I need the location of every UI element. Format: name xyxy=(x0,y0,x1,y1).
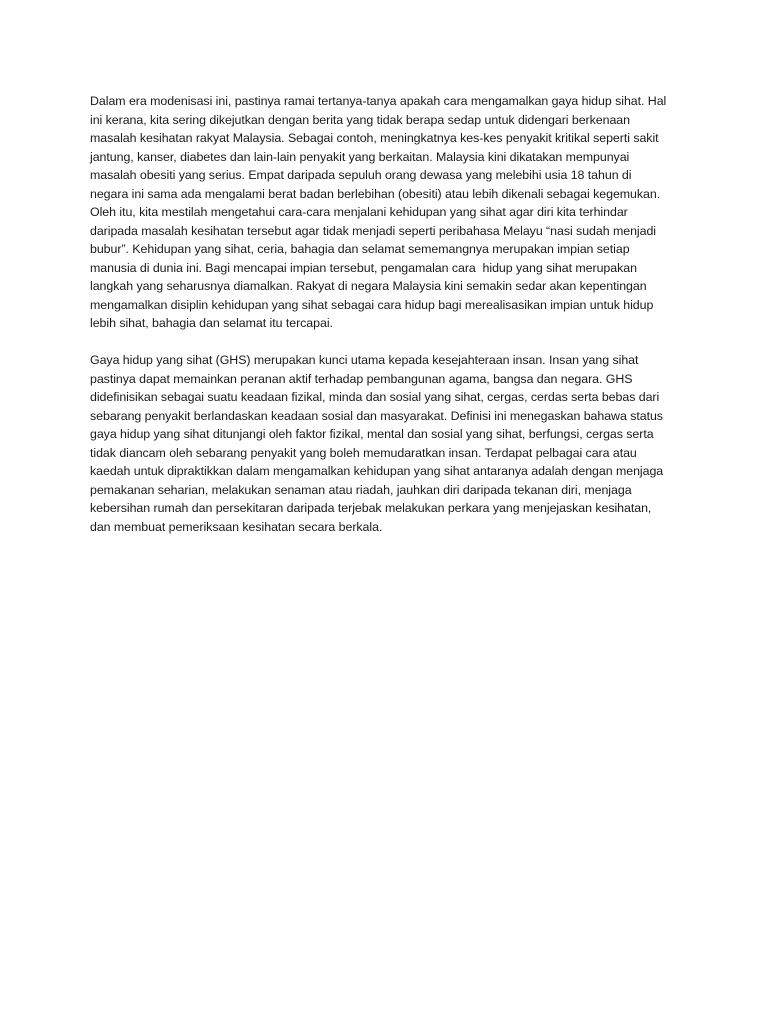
paragraph-line: masalah obesiti yang serius. Empat daripada sepuluh orang dewasa yang melebihi usia 18 tahun di xyxy=(90,168,632,182)
paragraph-line: sebarang penyakit berlandaskan keadaan sosial dan masyarakat. Definisi ini menegaskan bahawa status xyxy=(90,408,663,423)
paragraph-line: kebersihan rumah dan persekitaran daripada terjebak melakukan perkara yang menjejaskan kesihatan, xyxy=(90,501,652,515)
paragraph-line: langkah yang seharusnya diamalkan. Rakyat di negara Malaysia kini semakin sedar akan kepentingan xyxy=(90,279,647,293)
paragraph-line: Gaya hidup yang sihat (GHS) merupakan kunci utama kepada kesejahteraan insan. Insan yang sihat xyxy=(90,353,639,367)
paragraph-line: Oleh itu, kita mestilah mengetahui cara-cara menjalani kehidupan yang sihat agar diri kita terhindar xyxy=(90,205,628,219)
paragraph-2 xyxy=(90,351,682,536)
paragraph-line: pastinya dapat memainkan peranan aktif terhadap pembangunan agama, bangsa dan negara. GHS xyxy=(90,371,633,386)
document-body xyxy=(90,92,682,536)
paragraph-line: daripada masalah kesihatan tersebut agar tidak menjadi seperti peribahasa Melayu “nasi sudah menjadi xyxy=(90,223,656,238)
paragraph-line: Dalam era modenisasi ini, pastinya ramai tertanya-tanya apakah cara mengamalkan gaya hidup sihat. Hal xyxy=(90,94,667,108)
paragraph-line: gaya hidup yang sihat ditunjangi oleh faktor fizikal, mental dan sosial yang sihat, berfungsi, cergas serta xyxy=(90,427,654,441)
paragraph-line: lebih sihat, bahagia dan selamat itu tercapai. xyxy=(90,316,333,330)
paragraph-line: negara ini sama ada mengalami berat badan berlebihan (obesiti) atau lebih dikenali sebagai kegemukan. xyxy=(90,186,661,201)
paragraph-line: bubur”. Kehidupan yang sihat, ceria, bahagia dan selamat sememangnya merupakan impian setiap xyxy=(90,242,630,256)
paragraph-1 xyxy=(90,92,682,333)
paragraph-line: kaedah untuk dipraktikkan dalam mengamalkan kehidupan yang sihat antaranya adalah dengan menjaga xyxy=(90,464,664,478)
paragraph-line: dan membuat pemeriksaan kesihatan secara berkala. xyxy=(90,519,383,534)
paragraph-line: ini kerana, kita sering dikejutkan dengan berita yang tidak berapa sedap untuk didengari berkenaan xyxy=(90,112,630,127)
paragraph-line: didefinisikan sebagai suatu keadaan fizikal, minda dan sosial yang sihat, cergas, cerdas serta bebas dari xyxy=(90,390,660,404)
paragraph-line: jantung, kanser, diabetes dan lain-lain penyakit yang berkaitan. Malaysia kini dikatakan mempunyai xyxy=(90,149,630,164)
paragraph-line: tidak diancam oleh sebarang penyakit yang boleh memudaratkan insan. Terdapat pelbagai cara atau xyxy=(90,445,637,460)
paragraph-line: pemakanan seharian, melakukan senaman atau riadah, jauhkan diri daripada tekanan diri, menjaga xyxy=(90,482,632,497)
paragraph-line: mengamalkan disiplin kehidupan yang sihat sebagai cara hidup bagi merealisasikan impian untuk hidup xyxy=(90,297,654,312)
paragraph-line: masalah kesihatan rakyat Malaysia. Sebagai contoh, meningkatnya kes-kes penyakit kritikal seperti sakit xyxy=(90,131,659,145)
paragraph-line: manusia di dunia ini. Bagi mencapai impian tersebut, pengamalan cara hidup yang sihat merupakan xyxy=(90,260,637,275)
